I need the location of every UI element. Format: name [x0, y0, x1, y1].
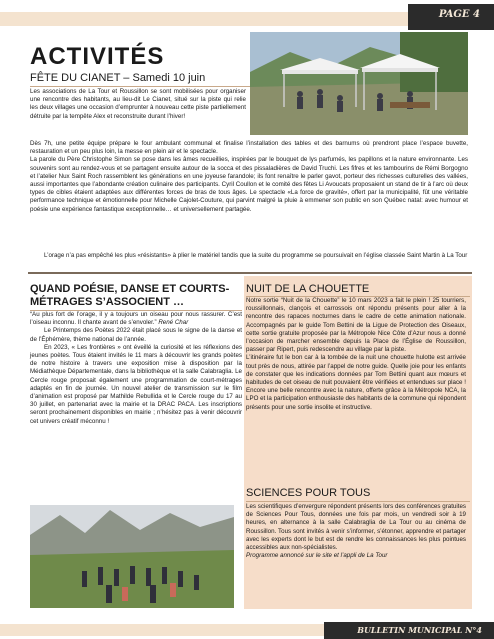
fete-photo: [250, 32, 468, 135]
fete-intro: Les associations de La Tour et Roussillon se sont mobilisées pour organiser une rencontre des habitants, au lieu-dit Le Cianet, situé sur la piste qui relie les deux villages une occasion d’emprunter à nouveau cette piste partiellement détruite par la tempête Alex et reconstruite durant l’hiver!: [30, 88, 247, 120]
section-separator: [28, 272, 472, 274]
page-number: PAGE 4: [438, 9, 480, 20]
sciences-heading: SCIENCES POUR TOUS: [246, 487, 371, 499]
poesie-heading: QUAND POÉSIE, DANSE ET COURTS-MÉTRAGES S’ASSOCIENT …: [30, 283, 230, 308]
chouette-paragraph: L’itinéraire fut le bon car à la tombée de la nuit une chouette hulotte est arrivée tout près de nous, attirée par l’appel de notre guide. Quelle joie pour les enfants de constater que les indications données par Tom Bettini quant aux mœurs et habitudes de cet oiseau de nuit pouvaient être vérifiées et entendues sur place ! Encore une belle rencontre avec la nature, offerte grâce à la Métropole NCA, la LPO et la participation enthousiaste des habitants de la commune qui répondent présents pour une sortie insolite et instructive.: [246, 354, 466, 411]
fete-body: [30, 140, 468, 214]
poesie-paragraph: Le Printemps des Poètes 2022 était placé sous le signe de la danse et de l’Éphémère, thème national de l’année.: [30, 327, 242, 343]
chouette-body: [246, 297, 466, 412]
fete-heading: FÊTE DU CIANET – Samedi 10 juin: [30, 72, 206, 84]
chouette-paragraph: Notre sortie “Nuit de la Chouette” le 10 mars 2023 a fait le plein ! 25 tourriers, roussillonnais, clançois et carrossois ont répondu présents pour aller à la rencontre des rapaces nocturnes dans le cadre de cette animation nationale. Accompagnés par le guide Tom Bettini de la Ligue de Protection des Oiseaux, cette sortie gratuite proposée par la Métropole Nice Côte d’Azur nous a donné l’occasion de marcher ensemble depuis la Place de l’Église de Roussillon, passer par Ripert, puis redescendre au village par la piste.: [246, 297, 466, 354]
page-header: [0, 0, 494, 30]
quote-text: “Au plus fort de l’orage, il y a toujours un oiseau pour nous rassurer. C’est l’oiseau inconnu. Il chante avant de s’envoler.”: [30, 311, 242, 327]
poesie-quote: [30, 311, 242, 327]
sciences-body: [246, 503, 466, 560]
poesie-photo: [30, 505, 234, 608]
bulletin-label: BULLETIN MUNICIPAL N°4: [357, 625, 482, 635]
fete-paragraph: Dès 7h, une petite équipe prépare le four ambulant communal et finalise l’installation des tables et des barnums où prendront place l’espace buvette, restauration et un peu plus loin, la messe en plein air et le spectacle.: [30, 140, 468, 156]
page-title: ACTIVITÉS: [30, 43, 165, 70]
page-footer: [0, 622, 494, 639]
heading-rule: [246, 501, 470, 502]
sciences-paragraph: Les scientifiques d’envergure répondent présents lors des conférences gratuites de Sciences Pour Tous, données une fois par mois, un vendredi soir à 19 heures, en alternance à la salle Calabraglia de La Tour ou au cinéma de Roussillon. Tous sont invités à venir s’informer, s’étonner, apprendre et partager avec les experts dont le but est de rendre les connaissances les plus pointues accessibles aux non-spécialistes.: [246, 503, 466, 552]
chouette-heading: NUIT DE LA CHOUETTE: [246, 283, 370, 295]
poesie-paragraph: En 2023, « Les frontières » ont éveillé la curiosité et les réflexions des jeunes poètes. Tous étaient invités le 11 mars à découvrir les grands poètes de notre histoire à travers une exposition mise à disposition par la Médiathèque Départementale, dans la bibliothèque et la salle Calabraglia. Le Cercle rouge proposait également une programmation de court-métrages adaptés en fin de journée. Un nouvel atelier de transmission sur le film d’animation est proposé par Mathilde Rebullida et le Cercle rouge du 17 au 30 juillet, en partenariat avec la mairie et la DRAC PACA. Les inscriptions seront prochainement disponibles en mairie ; n’hésitez pas à venir découvrir cet univers créatif méconnu !: [30, 343, 242, 425]
quote-author: René Char: [158, 319, 189, 327]
heading-rule: [30, 86, 250, 87]
fete-closing: L’orage n’a pas empêché les plus «résistants» à plier le matériel tandis que la suite du programme se poursuivait en l’église classée Saint Martin à La Tour: [44, 252, 468, 259]
poesie-body: [30, 311, 242, 426]
fete-paragraph: La parole du Père Christophe Simon se pose dans les âmes recueillies, inspirées par le bouquet de lys parfumés, les papillons et la nature environnante. Les souvenirs sont au rendez-vous et se partagent ensuite autour de la socca et des pissaladières de David Truchi. Les fifres et les tambourins de Rémi Borgogno et l’atelier Nux Saint Roch rassemblent les générations en une joyeuse farandole; ils font renaître le parler gavot, porteur des richesses culturelles des vallées, aussi importantes que l’abondante création culinaire des participants. Cyril Coullon et le comité des fêtes Li Avoucats proposaient un stand de tir à l’arc où deux types de cibles étaient adaptées aux différentes forces de bras de tous âges. Le spectacle «La force de gravité», offert par la municipalité, fût une véritable performance technique et émotionnelle pour Michelle Cajolet-Couture, qui parvint malgré la pluie à emmener son public en son Québec natal: avec humour et poésie une expérience fantastique exceptionnelle… et universellement partagée.: [30, 156, 468, 213]
sciences-program-note: Programme annoncé sur le site et l’appli de La Tour: [246, 552, 388, 560]
